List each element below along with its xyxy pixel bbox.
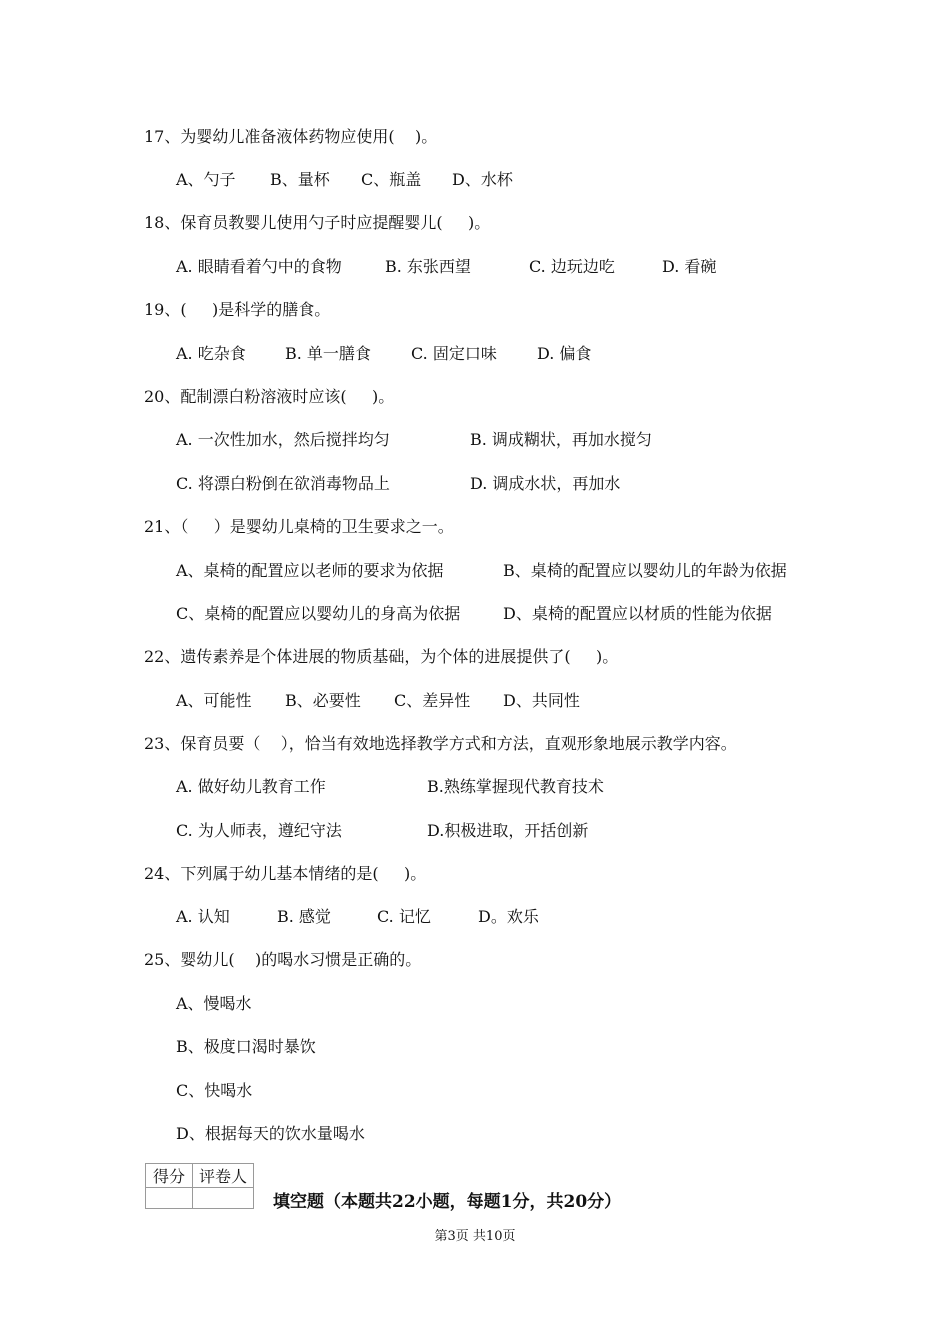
q22-option-a: A、可能性 [176, 691, 252, 710]
q23-option-b: B.熟练掌握现代教育技术 [427, 777, 604, 796]
q19-option-b: B. 单一膳食 [285, 344, 371, 363]
q22-option-d: D、共同性 [503, 691, 580, 710]
q18-option-d: D. 看碗 [662, 257, 717, 276]
q22-option-c: C、差异性 [394, 691, 471, 710]
q17-option-c: C、瓶盖 [361, 170, 422, 189]
grader-cell [193, 1188, 254, 1209]
q20-option-b: B. 调成糊状，再加水搅匀 [470, 430, 652, 449]
q19-option-c: C. 固定口味 [411, 344, 497, 363]
question-20-stem: 20、配制漂白粉溶液时应该( )。 [144, 387, 395, 406]
question-19-stem: 19、( )是科学的膳食。 [144, 300, 331, 319]
q24-option-d: D。欢乐 [478, 907, 539, 926]
question-17-stem: 17、为婴幼儿准备液体药物应使用( )。 [144, 127, 438, 146]
q21-option-b: B、桌椅的配置应以婴幼儿的年龄为依据 [503, 561, 787, 580]
q18-option-a: A. 眼睛看着勺中的食物 [176, 257, 342, 276]
q17-option-d: D、水杯 [452, 170, 513, 189]
question-25-stem: 25、婴幼儿( )的喝水习惯是正确的。 [144, 950, 422, 969]
q19-option-d: D. 偏食 [537, 344, 592, 363]
q24-option-b: B. 感觉 [277, 907, 331, 926]
q17-option-b: B、量杯 [270, 170, 330, 189]
score-table [145, 1163, 254, 1209]
q22-option-b: B、必要性 [285, 691, 361, 710]
section-title: 填空题（本题共22小题，每题1分，共20分） [273, 1192, 622, 1212]
q21-option-a: A、桌椅的配置应以老师的要求为依据 [176, 561, 444, 580]
q23-option-a: A. 做好幼儿教育工作 [176, 777, 326, 796]
question-21-stem: 21、（ ）是婴幼儿桌椅的卫生要求之一。 [144, 517, 454, 536]
question-24-stem: 24、下列属于幼儿基本情绪的是( )。 [144, 864, 427, 883]
q18-option-c: C. 边玩边吃 [529, 257, 615, 276]
q24-option-a: A. 认知 [176, 907, 230, 926]
q21-option-d: D、桌椅的配置应以材质的性能为依据 [503, 604, 772, 623]
q23-option-c: C. 为人师表，遵纪守法 [176, 821, 342, 840]
score-header: 得分 [146, 1164, 193, 1188]
q20-option-c: C. 将漂白粉倒在欲消毒物品上 [176, 474, 390, 493]
q24-option-c: C. 记忆 [377, 907, 431, 926]
score-cell [146, 1188, 193, 1209]
q18-option-b: B. 东张西望 [385, 257, 471, 276]
page-footer: 第3页 共10页 [434, 1229, 516, 1244]
q20-option-d: D. 调成水状，再加水 [470, 474, 621, 493]
q19-option-a: A. 吃杂食 [176, 344, 246, 363]
q25-option-a: A、慢喝水 [176, 994, 252, 1013]
q25-option-b: B、极度口渴时暴饮 [176, 1037, 316, 1056]
q23-option-d: D.积极进取，开括创新 [427, 821, 589, 840]
question-23-stem: 23、保育员要（ ），恰当有效地选择教学方式和方法，直观形象地展示教学内容。 [144, 734, 737, 753]
grader-header: 评卷人 [193, 1164, 254, 1188]
question-22-stem: 22、遗传素养是个体进展的物质基础，为个体的进展提供了( )。 [144, 647, 619, 666]
q25-option-d: D、根据每天的饮水量喝水 [176, 1124, 365, 1143]
q20-option-a: A. 一次性加水，然后搅拌均匀 [176, 430, 390, 449]
q17-option-a: A、勺子 [176, 170, 236, 189]
q21-option-c: C、桌椅的配置应以婴幼儿的身高为依据 [176, 604, 461, 623]
question-18-stem: 18、保育员教婴儿使用勺子时应提醒婴儿( )。 [144, 213, 491, 232]
q25-option-c: C、快喝水 [176, 1081, 253, 1100]
